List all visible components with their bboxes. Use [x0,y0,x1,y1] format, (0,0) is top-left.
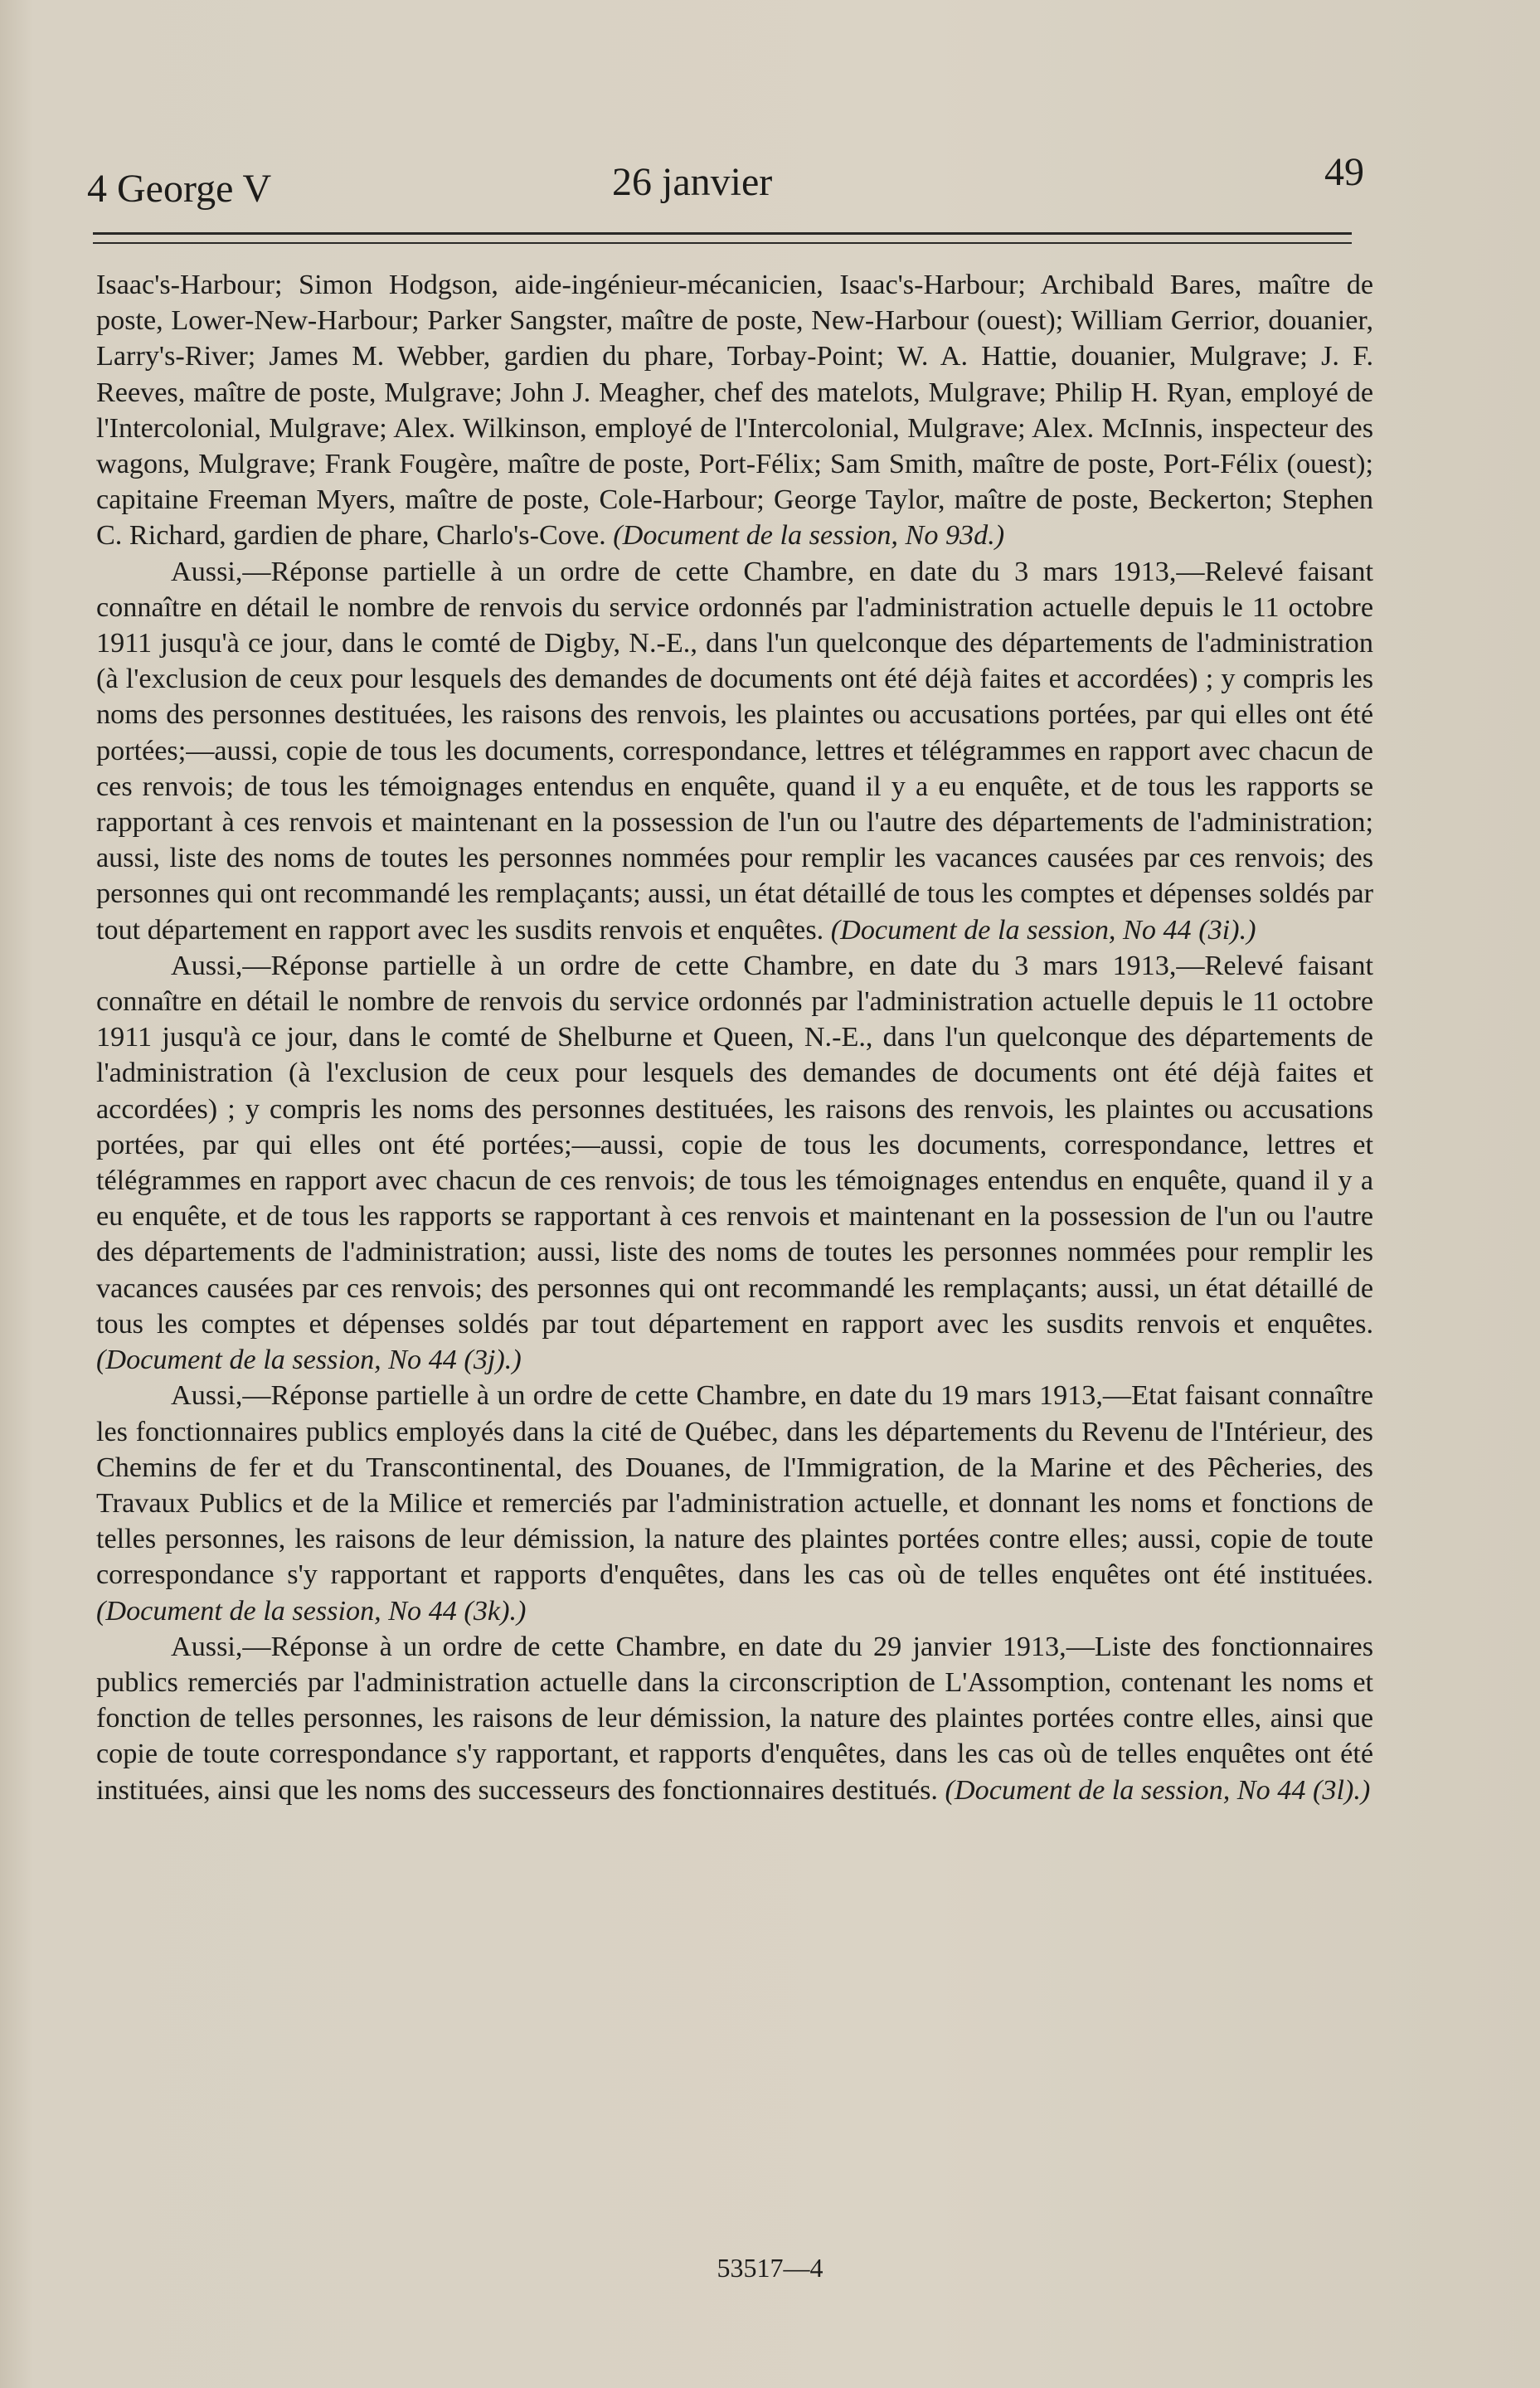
paragraph [96,1629,1373,1808]
paragraph-text: Aussi,—Réponse partielle à un ordre de cette Chambre, en date du 3 mars 1913,—Relevé faisant connaître en détail le nombre de renvois du service ordonnés par l'administration actuelle depuis le 11 octobre 1911 jusqu'à ce jour, dans le comté de Digby, N.-E., dans l'un quelconque des départements de l'administration (à l'exclusion de ceux pour lesquels des demandes de documents ont été déjà faites et accordées) ; y compris les noms des personnes destituées, les raisons des renvois, les plaintes ou accusations portées, par qui elles ont été portées;—aussi, copie de tous les documents, correspondance, lettres et télégrammes en rapport avec chacun de ces renvois; de tous les témoignages entendus en enquête, quand il y a eu enquête, et de tous les rapports se rapportant à ces renvois et maintenant en la possession de l'un ou l'autre des départements de l'administration; aussi, liste des noms de toutes les personnes nommées pour remplir les vacances causées par ces renvois; des personnes qui ont recommandé les remplaçants; aussi, un état détaillé de tous les comptes et dépenses soldés par tout département en rapport avec les susdits renvois et enquêtes. [96,556,1373,946]
document-reference: (Document de la session, No 44 (3j).) [96,1345,522,1376]
paragraph [96,1378,1373,1628]
paragraph-text: Aussi,—Réponse partielle à un ordre de cette Chambre, en date du 19 mars 1913,—Etat faisant connaître les fonctionnaires publics employés dans la cité de Québec, dans les départements du Revenu de l'Intérieur, des Chemins de fer et du Transcontinental, des Douanes, de l'Immigration, de la Marine et des Pêcheries, des Travaux Publics et de la Milice et remerciés par l'administration actuelle, et donnant les noms et fonctions de telles personnes, les raisons de leur démission, la nature des plaintes portées contre elles; aussi, copie de toute correspondance s'y rapportant et rapports d'enquêtes, dans les cas où de telles enquêtes ont été instituées. [96,1380,1373,1591]
header-rule-thick [93,232,1352,235]
running-header [87,149,1364,224]
document-reference: (Document de la session, No 44 (3l).) [945,1774,1371,1806]
header-rule-thin [93,242,1352,244]
signature-mark: 53517—4 [717,2253,823,2283]
paragraph [96,948,1373,1378]
paragraph [96,267,1373,554]
document-reference: (Document de la session, No 44 (3k).) [96,1595,527,1627]
page-number: 49 [1324,150,1364,194]
paragraph-text: Isaac's-Harbour; Simon Hodgson, aide-ingénieur-mécanicien, Isaac's-Harbour; Archibald Bares, maître de poste, Lower-New-Harbour; Parker Sangster, maître de poste, New-Harbour (ouest); William Gerrior, douanier, Larry's-River; James M. Webber, gardien du phare, Torbay-Point; W. A. Hattie, douanier, Mulgrave; J. F. Reeves, maître de poste, Mulgrave; John J. Meagher, chef des matelots, Mulgrave; Philip H. Ryan, employé de l'Intercolonial, Mulgrave; Alex. Wilkinson, employé de l'Intercolonial, Mulgrave; Alex. McInnis, inspecteur des wagons, Mulgrave; Frank Fougère, maître de poste, Port-Félix; Sam Smith, maître de poste, Port-Félix (ouest); capitaine Freeman Myers, maître de poste, Cole-Harbour; George Taylor, maître de poste, Beckerton; Stephen C. Richard, gardien de phare, Charlo's-Cove. [96,270,1373,552]
paragraph-text: Aussi,—Réponse à un ordre de cette Chambre, en date du 29 janvier 1913,—Liste des fonctionnaires publics remerciés par l'administration actuelle dans la circonscription de L'Assomption, contenant les noms et fonction de telles personnes, les raisons de leur démission, la nature des plaintes portées contre elles, ainsi que copie de toute correspondance s'y rapportant, et rapports d'enquêtes, dans les cas où de telles enquêtes ont été instituées, ainsi que les noms des successeurs des fonctionnaires destitués. [96,1631,1373,1806]
header-date: 26 janvier [612,160,773,204]
regnal-year: 4 George V [87,167,272,211]
paragraph [96,554,1373,948]
body-text [96,267,1373,1808]
document-reference: (Document de la session, No 93d.) [613,520,1005,552]
document-reference: (Document de la session, No 44 (3i).) [830,914,1256,946]
paragraph-text: Aussi,—Réponse partielle à un ordre de cette Chambre, en date du 3 mars 1913,—Relevé faisant connaître en détail le nombre de renvois du service ordonnés par l'administration actuelle depuis le 11 octobre 1911 jusqu'à ce jour, dans le comté de Shelburne et Queen, N.-E., dans l'un quelconque des départements de l'administration (à l'exclusion de ceux pour lesquels des demandes de documents ont été déjà faites et accordées) ; y compris les noms des personnes destituées, les raisons des renvois, les plaintes ou accusations portées, par qui elles ont été portées;—aussi, copie de tous les documents, correspondance, lettres et télégrammes en rapport avec chacun de ces renvois; de tous les témoignages entendus en enquête, quand il y a eu enquête, et de tous les rapports se rapportant à ces renvois et maintenant en la possession de l'un ou l'autre des départements de l'administration; aussi, liste des noms de toutes les personnes nommées pour remplir les vacances causées par ces renvois; des personnes qui ont recommandé les remplaçants; aussi, un état détaillé de tous les comptes et dépenses soldés par tout département en rapport avec les susdits renvois et enquêtes. [96,950,1373,1340]
